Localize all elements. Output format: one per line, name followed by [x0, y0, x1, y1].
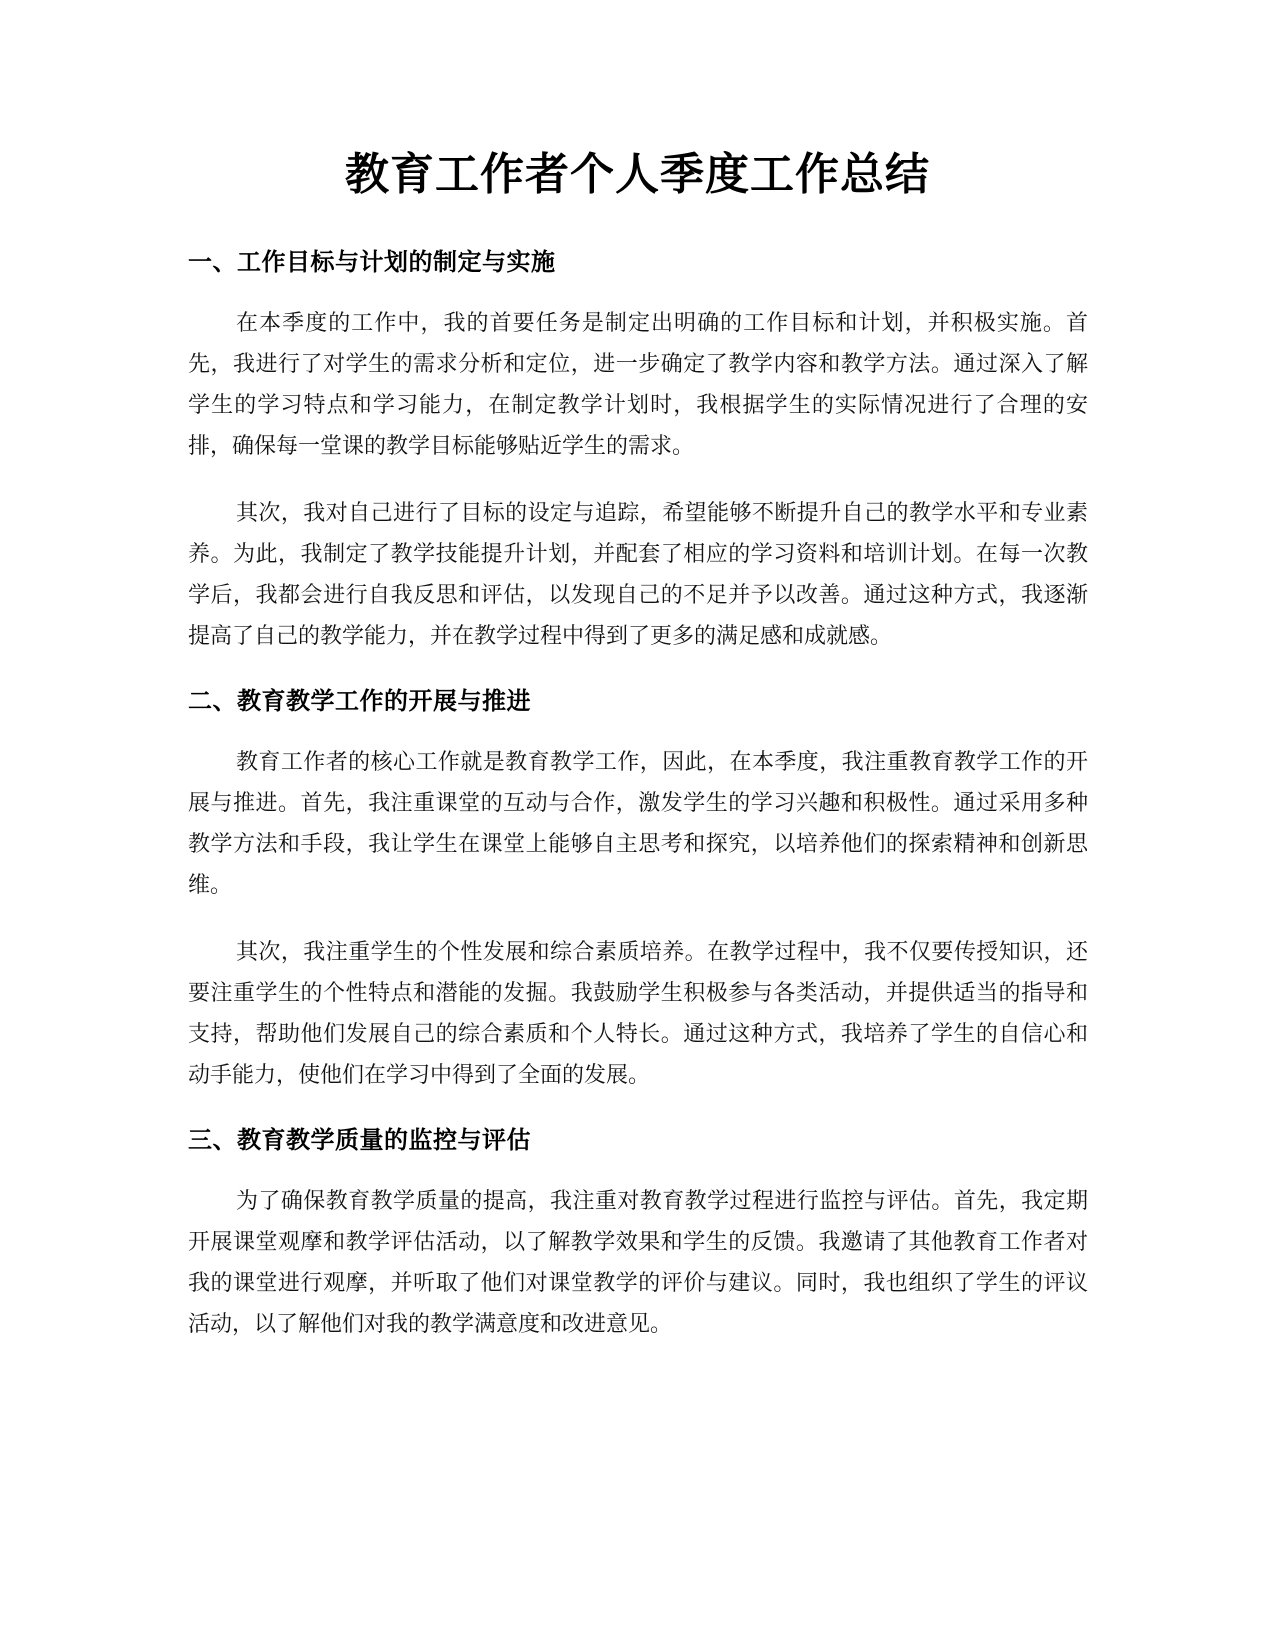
section-heading: 三、教育教学质量的监控与评估	[188, 1126, 531, 1154]
section-heading: 二、教育教学工作的开展与推进	[188, 687, 531, 715]
paragraph: 教育工作者的核心工作就是教育教学工作，因此，在本季度，我注重教育教学工作的开展与推进。首先，我注重课堂的互动与合作，激发学生的学习兴趣和积极性。通过采用多种教学方法和手段，我让学生在课堂上能够自主思考和探究，以培养他们的探索精神和创新思维。	[188, 750, 1088, 898]
section-heading: 一、工作目标与计划的制定与实施	[188, 248, 556, 276]
page-title: 教育工作者个人季度工作总结	[345, 149, 930, 200]
paragraph: 为了确保教育教学质量的提高，我注重对教育教学过程进行监控与评估。首先，我定期开展课堂观摩和教学评估活动，以了解教学效果和学生的反馈。我邀请了其他教育工作者对我的课堂进行观摩，并听取了他们对课堂教学的评价与建议。同时，我也组织了学生的评议活动，以了解他们对我的教学满意度和改进意见。	[188, 1189, 1088, 1337]
section-3	[188, 1118, 1088, 1345]
section-1	[188, 240, 1088, 657]
paragraph: 在本季度的工作中，我的首要任务是制定出明确的工作目标和计划，并积极实施。首先，我进行了对学生的需求分析和定位，进一步确定了教学内容和教学方法。通过深入了解学生的学习特点和学习能力，在制定教学计划时，我根据学生的实际情况进行了合理的安排，确保每一堂课的教学目标能够贴近学生的需求。	[188, 311, 1088, 459]
paragraph: 其次，我注重学生的个性发展和综合素质培养。在教学过程中，我不仅要传授知识，还要注重学生的个性特点和潜能的发掘。我鼓励学生积极参与各类活动，并提供适当的指导和支持，帮助他们发展自己的综合素质和个人特长。通过这种方式，我培养了学生的自信心和动手能力，使他们在学习中得到了全面的发展。	[188, 940, 1088, 1088]
section-2	[188, 679, 1088, 1096]
paragraph: 其次，我对自己进行了目标的设定与追踪，希望能够不断提升自己的教学水平和专业素养。为此，我制定了教学技能提升计划，并配套了相应的学习资料和培训计划。在每一次教学后，我都会进行自我反思和评估，以发现自己的不足并予以改善。通过这种方式，我逐渐提高了自己的教学能力，并在教学过程中得到了更多的满足感和成就感。	[188, 501, 1088, 649]
document-body	[188, 240, 1088, 1345]
